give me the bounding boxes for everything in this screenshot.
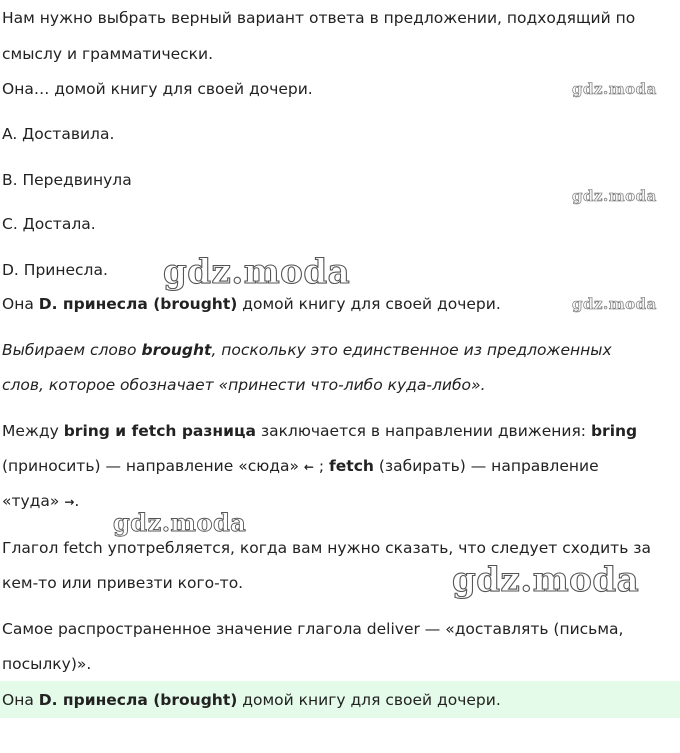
difference-b3: fetch bbox=[329, 457, 374, 475]
watermark-logo: gdz.moda bbox=[163, 252, 351, 292]
difference-p1: Между bbox=[2, 422, 64, 440]
difference-line3-p1: «туда» bbox=[2, 492, 65, 510]
question-text: Она… домой книгу для своей дочери. bbox=[2, 80, 313, 98]
explanation-line-1 bbox=[2, 340, 612, 360]
watermark-logo: gdz.moda bbox=[572, 80, 657, 98]
final-answer-pre: Она bbox=[2, 691, 39, 709]
final-answer bbox=[2, 690, 501, 710]
answer-post: домой книгу для своей дочери. bbox=[237, 295, 501, 313]
difference-b1: bring и fetch разница bbox=[63, 422, 256, 440]
difference-line-3 bbox=[2, 491, 79, 512]
explanation-line-2: слов, которое обозначает «принести что-либо куда-либо». bbox=[2, 376, 486, 394]
arrow-right-icon: → bbox=[64, 495, 75, 509]
difference-p2: заключается в направлении движения: bbox=[255, 422, 591, 440]
answer-bold: D. принесла (brought) bbox=[38, 295, 238, 313]
watermark-logo: gdz.moda bbox=[572, 295, 657, 313]
intro-line-2: смыслу и грамматически. bbox=[2, 45, 214, 63]
fetch-note-line-2: кем-то или привезти кого-то. bbox=[2, 574, 244, 592]
difference-b2: bring bbox=[590, 422, 638, 440]
difference-line2-p2: ; bbox=[313, 457, 330, 475]
arrow-left-icon: ← bbox=[303, 460, 314, 474]
final-answer-bold: D. принесла (brought) bbox=[38, 691, 238, 709]
option-c: C. Достала. bbox=[2, 215, 96, 233]
intro-line-1: Нам нужно выбрать верный вариант ответа в предложении, подходящий по bbox=[2, 9, 636, 27]
explanation-post: , поскольку это единственное из предложенных bbox=[211, 341, 612, 359]
difference-line-2 bbox=[2, 456, 599, 477]
answer-sentence bbox=[2, 294, 501, 314]
option-b: B. Передвинула bbox=[2, 171, 132, 189]
explanation-pre: Выбираем слово bbox=[2, 341, 142, 359]
answer-pre: Она bbox=[2, 295, 39, 313]
difference-line2-p1: (приносить) — направление «сюда» bbox=[2, 457, 304, 475]
deliver-note-line-1: Самое распространенное значение глагола deliver — «доставлять (письма, bbox=[2, 620, 624, 638]
final-answer-post: домой книгу для своей дочери. bbox=[237, 691, 501, 709]
difference-line2-p3: (забирать) — направление bbox=[373, 457, 599, 475]
watermark-logo: gdz.moda bbox=[572, 187, 657, 205]
watermark-logo: gdz.moda bbox=[113, 508, 247, 537]
difference-line-1 bbox=[2, 421, 637, 441]
watermark-logo: gdz.moda bbox=[452, 560, 640, 600]
explanation-bold: brought bbox=[141, 341, 212, 359]
deliver-note-line-2: посылку)». bbox=[2, 655, 92, 673]
option-a: A. Доставила. bbox=[2, 125, 115, 143]
fetch-note-line-1: Глагол fetch употребляется, когда вам нужно сказать, что следует сходить за bbox=[2, 539, 651, 557]
difference-line3-p2: . bbox=[74, 492, 80, 510]
option-d: D. Принесла. bbox=[2, 261, 108, 279]
